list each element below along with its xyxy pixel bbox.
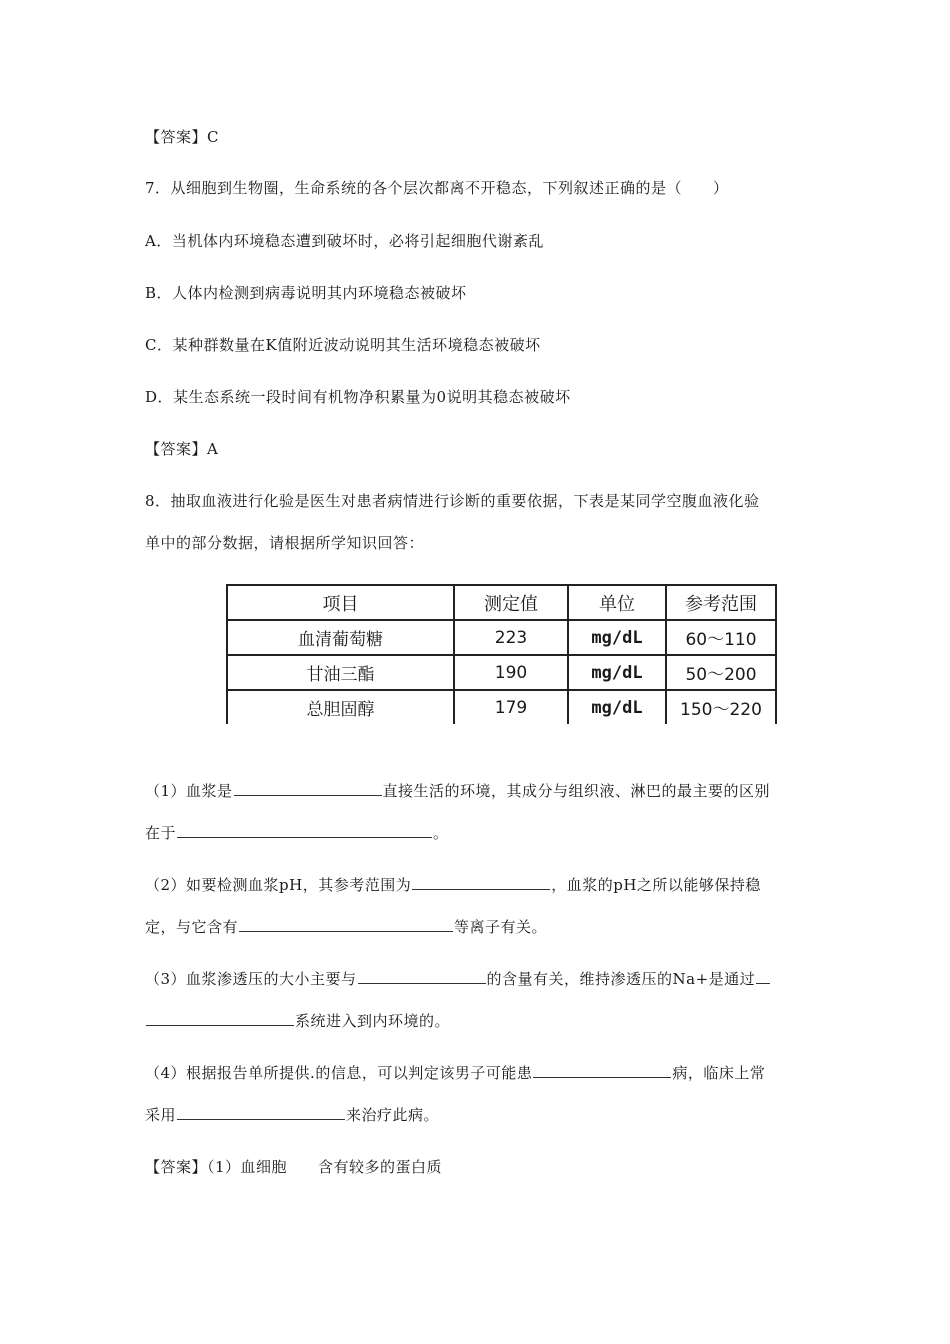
sub-question-3-line2 [145, 1011, 450, 1031]
previous-answer: 【答案】C [145, 128, 219, 146]
q7-option-d: D．某生态系统一段时间有机物净积累量为0说明其稳态被破坏 [145, 388, 571, 406]
row-range: 50～200 [666, 655, 776, 690]
sub-question-2-line1 [145, 875, 761, 895]
q7-answer: 【答案】A [145, 440, 219, 458]
answer-label: 【答案】 [145, 1158, 208, 1176]
header-item: 项目 [227, 585, 454, 620]
header-range: 参考范围 [666, 585, 776, 620]
answer-blank[interactable] [756, 969, 770, 984]
answer-blank[interactable] [412, 875, 550, 890]
header-unit: 单位 [568, 585, 666, 620]
answer-blank[interactable] [177, 1105, 345, 1120]
sub-question-2-line2 [145, 917, 547, 937]
question-7-stem: 7．从细胞到生物圈，生命系统的各个层次都离不开稳态，下列叙述正确的是（ ） [145, 179, 729, 197]
answer-blank[interactable] [234, 781, 382, 796]
answer-blank[interactable] [239, 917, 453, 932]
sub4-text-b: 的信息，可以判定该男子可能患 [315, 1064, 533, 1082]
answer-blank[interactable] [358, 969, 486, 984]
sub2-text-b: ，血浆的pH之所以能够保持稳 [551, 876, 761, 894]
q7-option-c: C．某种群数量在K值附近波动说明其生活环境稳态被破坏 [145, 336, 541, 354]
sub1-text-a: （1）血浆是 [145, 782, 233, 800]
row-range: 150～220 [666, 690, 776, 724]
row-unit: mg/dL [568, 655, 666, 690]
q8-answer [145, 1157, 442, 1177]
row-range: 60～110 [666, 620, 776, 655]
sub4-dot: . [310, 1064, 316, 1082]
sub-question-3-line1 [145, 969, 771, 989]
q7-option-b: B．人体内检测到病毒说明其内环境稳态被破坏 [145, 284, 467, 302]
sub4-text-e: 来治疗此病。 [346, 1106, 440, 1124]
table-header-row [227, 585, 776, 620]
sub2-text-a: （2）如要检测血浆pH，其参考范围为 [145, 876, 412, 894]
row-value: 223 [454, 620, 568, 655]
sub-question-1-line2 [145, 823, 449, 843]
answer-blank[interactable] [146, 1011, 294, 1026]
blood-test-table [226, 584, 777, 724]
sub3-text-a: （3）血浆渗透压的大小主要与 [145, 970, 357, 988]
table-row [227, 620, 776, 655]
header-value: 测定值 [454, 585, 568, 620]
sub1-text-b: 直接生活的环境，其成分与组织液、淋巴的最主要的区别 [382, 782, 771, 800]
sub3-text-b: 的含量有关，维持渗透压的Na+是通过 [486, 970, 756, 988]
row-value: 179 [454, 690, 568, 724]
sub-question-4-line2 [145, 1105, 439, 1125]
row-item: 血清葡萄糖 [227, 620, 454, 655]
sub2-text-c: 定，与它含有 [145, 918, 239, 936]
table-row [227, 690, 776, 724]
question-8-stem-line2: 单中的部分数据，请根据所学知识回答： [145, 534, 425, 552]
sub4-text-a: （4）根据报告单所提供 [145, 1064, 311, 1082]
row-unit: mg/dL [568, 620, 666, 655]
sub1-text-d: 。 [433, 824, 449, 842]
sub4-text-d: 采用 [145, 1106, 177, 1124]
sub4-text-c: 病，临床上常 [672, 1064, 766, 1082]
sub2-text-d: 等离子有关。 [454, 918, 548, 936]
answer-text: （1）血细胞 含有较多的蛋白质 [207, 1158, 443, 1176]
q7-option-a: A．当机体内环境稳态遭到破坏时，必将引起细胞代谢紊乱 [145, 232, 544, 250]
answer-blank[interactable] [177, 823, 432, 838]
sub3-text-c: 系统进入到内环境的。 [295, 1012, 451, 1030]
row-item: 总胆固醇 [227, 690, 454, 724]
row-item: 甘油三酯 [227, 655, 454, 690]
question-8-stem-line1: 8．抽取血液进行化验是医生对患者病情进行诊断的重要依据，下表是某同学空腹血液化验 [145, 492, 760, 510]
table-row [227, 655, 776, 690]
row-value: 190 [454, 655, 568, 690]
sub-question-1-line1 [145, 781, 770, 801]
answer-blank[interactable] [533, 1063, 671, 1078]
sub-question-4-line1 [145, 1063, 765, 1083]
sub1-text-c: 在于 [145, 824, 177, 842]
row-unit: mg/dL [568, 690, 666, 724]
